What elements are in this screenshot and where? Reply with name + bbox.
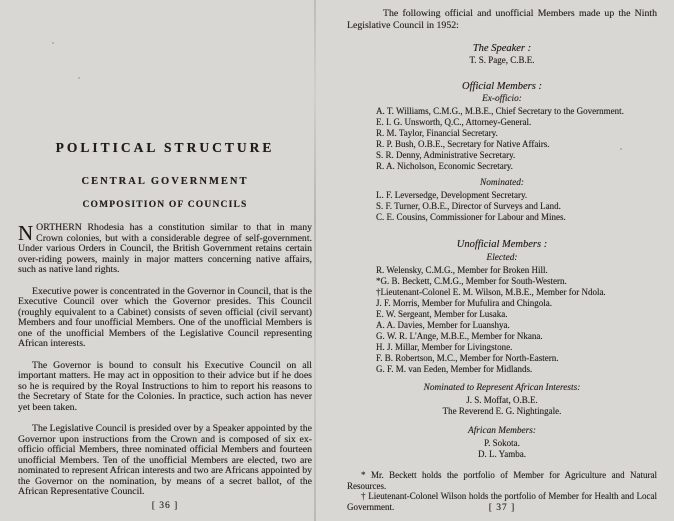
member-entry: G. W. R. L'Ange, M.B.E., Member for Nkana.: [376, 331, 543, 341]
member-entry: F. B. Robertson, M.C., Member for North-Eastern.: [376, 353, 559, 363]
member-entry: H. J. Millar, Member for Livingstone.: [376, 342, 513, 352]
page-number-36: [ 36 ]: [151, 501, 179, 511]
page-right: [337, 0, 674, 521]
member-entry: R. P. Bush, O.B.E., Secretary for Native Affairs.: [376, 139, 550, 149]
intro-paragraph: The following official and unofficial Members made up the Ninth Legislative Council in 1952:: [347, 8, 657, 31]
member-entry: L. F. Leversedge, Development Secretary.: [376, 190, 528, 200]
heading-nominated: Nominated:: [480, 178, 524, 188]
member-entry: S. F. Turner, O.B.E., Director of Surveys and Land.: [376, 201, 561, 211]
member-entry: P. Sokota.: [484, 438, 520, 448]
heading-the-speaker: The Speaker :: [472, 43, 532, 54]
paragraph-constitution: NORTHERN Rhodesia has a constitution similar to that in many Crown colonies, but with a considerable degree of self-government. Under various Orders in Council, the British Government retains certain over-riding powers, mainly in major matters concerning native affairs, such as native land rights.: [18, 221, 312, 275]
member-entry: The Reverend E. G. Nightingale.: [442, 406, 562, 416]
page-gutter-seam: [314, 0, 316, 521]
footnote: * Mr. Beckett holds the portfolio of Member for Agriculture and Natural Resources.: [347, 470, 657, 491]
scan-speck: [78, 77, 80, 79]
member-entry: E. W. Sergeant, Member for Lusaka.: [376, 309, 508, 319]
page-number-37: [ 37 ]: [488, 503, 516, 513]
member-entry: A. A. Davies, Member for Luanshya.: [376, 320, 510, 330]
heading-african-members: African Members:: [468, 426, 536, 436]
african-members-list: [347, 438, 657, 460]
footnote: † Lieutenant-Colonel Wilson holds the portfolio of Member for Health and Local Government.: [347, 491, 657, 512]
member-entry: R. A. Nicholson, Economic Secretary.: [376, 161, 513, 171]
member-entry: R. M. Taylor, Financial Secretary.: [376, 128, 498, 138]
paragraph-executive-power: Executive power is concentrated in the Governor in Council, that is the Executive Council over which the Governor presides. This Council (roughly equivalent to a Cabinet) consists of seven official (civil servant) Members and four unofficial Members. One of the unofficial Members is one of the unofficial Members of the Legislative Council representing African interests.: [18, 285, 312, 349]
heading-official-members: Official Members :: [462, 81, 542, 92]
right-page-content: [347, 0, 657, 512]
heading-elected: Elected:: [486, 253, 518, 263]
heading-ex-officio: Ex-officio:: [482, 94, 522, 104]
heading-unofficial-members: Unofficial Members :: [456, 239, 548, 250]
scan-speck: [620, 148, 622, 150]
heading-nominated-african-interests: Nominated to Represent African Interests:: [423, 383, 581, 393]
member-entry: *G. B. Beckett, C.M.G., Member for South-Western.: [376, 276, 567, 286]
member-entry: R. Welensky, C.M.G., Member for Broken Hill.: [376, 265, 548, 275]
member-entry: D. L. Yamba.: [477, 449, 526, 459]
speaker-entry: T. S. Page, C.B.E.: [469, 55, 535, 65]
scan-speck: [52, 42, 54, 44]
member-entry: G. F. M. van Eeden, Member for Midlands.: [376, 364, 533, 374]
member-entry: E. I. G. Unsworth, Q.C., Attorney-General.: [376, 117, 532, 127]
elected-list: [347, 265, 657, 375]
paragraph-legislative-council: The Legislative Council is presided over by a Speaker appointed by the Governor upon instructions from the Crown and is composed of six ex-officio official Members, three nominated official Members and fourteen unofficial Members. Ten of the unofficial Members are elected, two are nominated to represent African interests and two are Africans appointed by the Governor on the nomination, by means of a secret ballot, of the African Representative Council.: [18, 423, 312, 497]
member-entry: S. R. Denny, Administrative Secretary.: [376, 150, 516, 160]
paragraph-governor-consult: The Governor is bound to consult his Executive Council on all important matters. He may act in opposition to their advice but if he does so he is required by the Royal Instructions to him to report his reasons to the Secretary of State for the Colonies. In practice, such action has never yet been taken.: [18, 359, 312, 413]
speaker-list: [347, 55, 657, 66]
member-entry: J. S. Moffat, O.B.E.: [466, 395, 538, 405]
african-interests-list: [347, 395, 657, 417]
nominated-list: [347, 190, 657, 223]
member-entry: C. E. Cousins, Commissioner for Labour and Mines.: [376, 212, 566, 222]
chapter-title: POLITICAL STRUCTURE: [55, 140, 275, 155]
section-heading: CENTRAL GOVERNMENT: [81, 176, 249, 187]
ex-officio-list: [347, 106, 657, 172]
subsection-heading: COMPOSITION OF COUNCILS: [82, 200, 248, 210]
member-entry: A. T. Williams, C.M.G., M.B.E., Chief Secretary to the Government.: [376, 106, 624, 116]
member-entry: †Lieutenant-Colonel E. M. Wilson, M.B.E., Member for Ndola.: [376, 287, 606, 297]
member-entry: J. F. Morris, Member for Mufulira and Chingola.: [376, 298, 553, 308]
left-page-content: [18, 0, 312, 498]
